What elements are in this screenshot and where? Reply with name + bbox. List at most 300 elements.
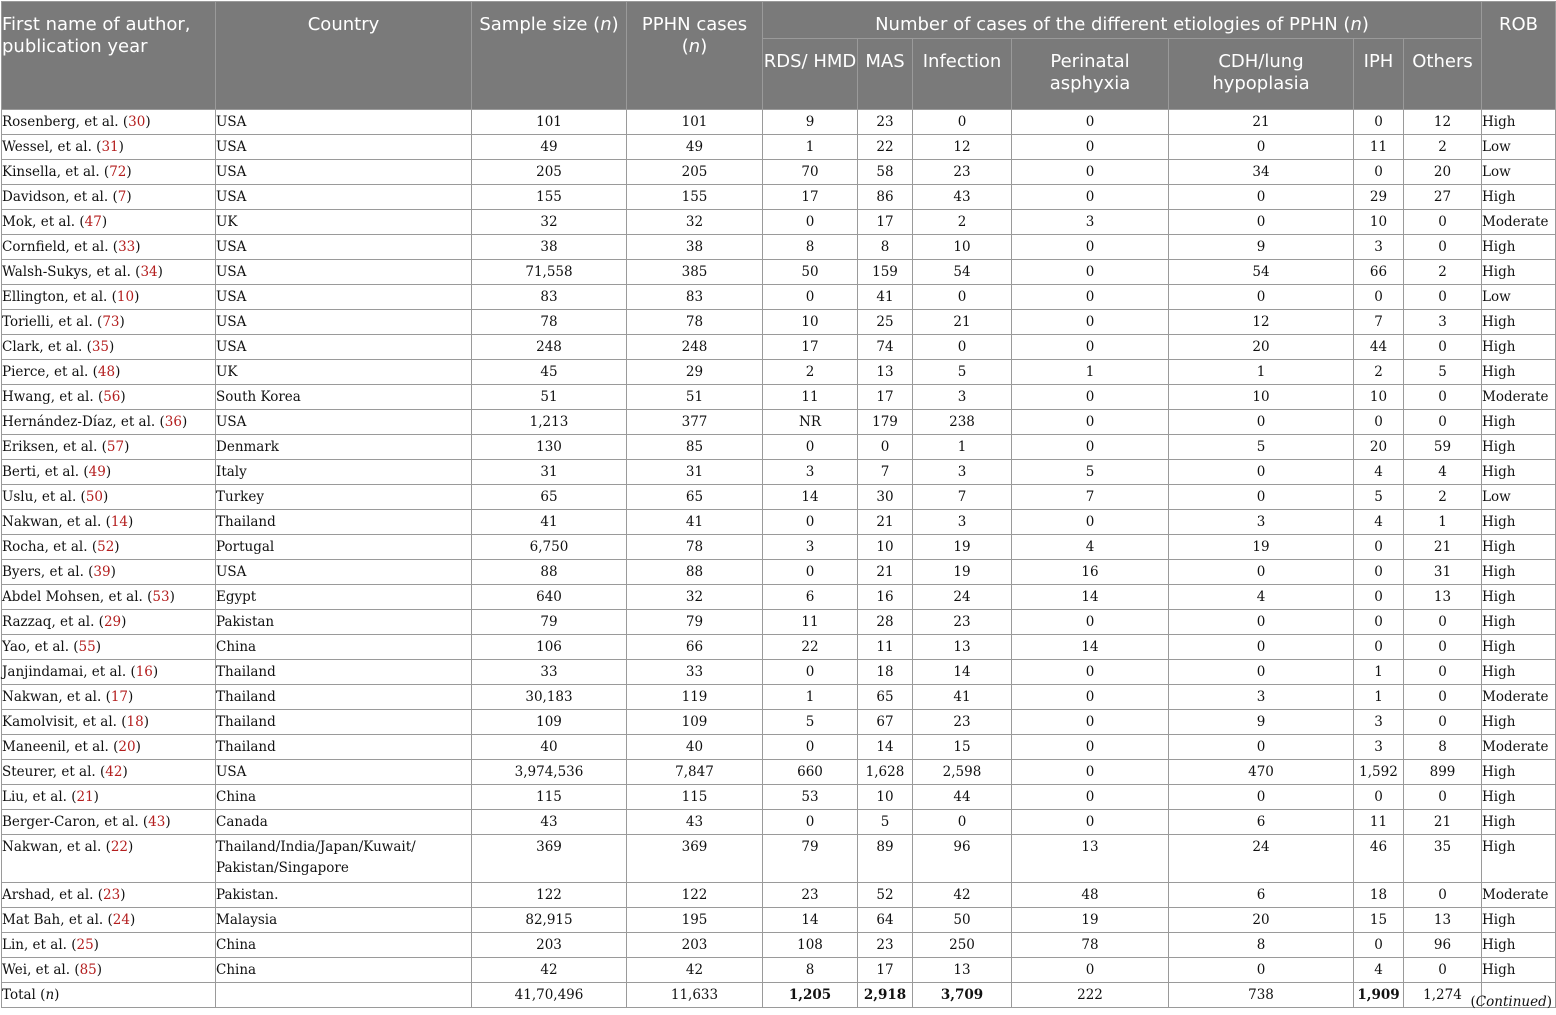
author-name: Lin, et al. ( (2, 937, 77, 953)
table-row (2, 685, 1556, 710)
mas-cell: 64 (858, 908, 913, 933)
rds-hmd-cell: 0 (763, 510, 858, 535)
author-name: Rocha, et al. ( (2, 539, 98, 555)
infection-cell: 0 (913, 285, 1012, 310)
others-cell: 21 (1404, 535, 1482, 560)
country-name: China (216, 789, 257, 805)
rob-cell: High (1482, 660, 1556, 685)
author-name: Razzaq, et al. ( (2, 614, 104, 630)
table-row (2, 285, 1556, 310)
sample-size-cell: 203 (472, 933, 627, 958)
rob-cell: High (1482, 335, 1556, 360)
author-name: Berti, et al. ( (2, 464, 89, 480)
sample-size-cell: 78 (472, 310, 627, 335)
mas-cell: 17 (858, 958, 913, 983)
iph-cell: 1,592 (1354, 760, 1404, 785)
total-asphyxia-cell: 222 (1012, 983, 1169, 1008)
mas-cell: 86 (858, 185, 913, 210)
country-name: China (216, 639, 257, 655)
country-name: USA (216, 189, 247, 205)
mas-cell: 65 (858, 685, 913, 710)
iph-cell: 18 (1354, 883, 1404, 908)
author-cell: Lin, et al. (25) (2, 933, 216, 958)
iph-cell: 11 (1354, 810, 1404, 835)
infection-cell: 96 (913, 835, 1012, 883)
sample-size-cell: 30,183 (472, 685, 627, 710)
others-cell: 0 (1404, 660, 1482, 685)
author-cell: Hwang, et al. (56) (2, 385, 216, 410)
pphn-cases-cell: 109 (627, 710, 763, 735)
infection-cell: 23 (913, 610, 1012, 635)
author-cell: Razzaq, et al. (29) (2, 610, 216, 635)
cdh-cell: 19 (1169, 535, 1354, 560)
reference-link: 43 (148, 814, 166, 830)
sample-size-cell: 88 (472, 560, 627, 585)
rds-hmd-cell: 0 (763, 210, 858, 235)
iph-cell: 0 (1354, 410, 1404, 435)
iph-cell: 0 (1354, 160, 1404, 185)
total-row (2, 983, 1556, 1008)
pphn-cases-cell: 65 (627, 485, 763, 510)
iph-cell: 10 (1354, 385, 1404, 410)
infection-cell: 23 (913, 160, 1012, 185)
country-cell (216, 185, 472, 210)
asphyxia-cell: 0 (1012, 285, 1169, 310)
pphn-cases-cell: 32 (627, 585, 763, 610)
country-name: Thailand (216, 514, 276, 530)
total-pphn-cases-cell: 11,633 (627, 983, 763, 1008)
country-name: USA (216, 414, 247, 430)
reference-link: 34 (140, 264, 158, 280)
pphn-cases-cell: 195 (627, 908, 763, 933)
others-cell: 2 (1404, 135, 1482, 160)
others-cell: 0 (1404, 610, 1482, 635)
table-row (2, 585, 1556, 610)
country-name: Italy (216, 464, 247, 480)
country-name: USA (216, 289, 247, 305)
mas-cell: 74 (858, 335, 913, 360)
author-cell: Pierce, et al. (48) (2, 360, 216, 385)
others-cell: 27 (1404, 185, 1482, 210)
asphyxia-cell: 0 (1012, 235, 1169, 260)
rds-hmd-cell: 53 (763, 785, 858, 810)
others-cell: 35 (1404, 835, 1482, 883)
sample-size-cell: 109 (472, 710, 627, 735)
pphn-cases-cell: 32 (627, 210, 763, 235)
others-cell: 899 (1404, 760, 1482, 785)
table-row (2, 210, 1556, 235)
author-cell: Hernández-Díaz, et al. (36) (2, 410, 216, 435)
asphyxia-cell: 14 (1012, 585, 1169, 610)
rds-hmd-cell: 1 (763, 135, 858, 160)
cdh-cell: 8 (1169, 933, 1354, 958)
others-cell: 96 (1404, 933, 1482, 958)
infection-cell: 12 (913, 135, 1012, 160)
country-name: USA (216, 314, 247, 330)
mas-cell: 159 (858, 260, 913, 285)
iph-cell: 3 (1354, 710, 1404, 735)
cdh-cell: 24 (1169, 835, 1354, 883)
author-name: Nakwan, et al. ( (2, 514, 111, 530)
country-name: USA (216, 564, 247, 580)
cdh-cell: 0 (1169, 135, 1354, 160)
reference-link: 56 (103, 389, 121, 405)
cdh-cell: 0 (1169, 610, 1354, 635)
reference-link: 16 (135, 664, 153, 680)
header-pphn-cases: PPHN cases (n) (627, 2, 763, 110)
pphn-cases-cell: 29 (627, 360, 763, 385)
country-name: Pakistan (216, 614, 275, 630)
rds-hmd-cell: 0 (763, 660, 858, 685)
sample-size-cell: 40 (472, 735, 627, 760)
cdh-cell: 4 (1169, 585, 1354, 610)
reference-link: 73 (102, 314, 120, 330)
iph-cell: 20 (1354, 435, 1404, 460)
mas-cell: 17 (858, 210, 913, 235)
asphyxia-cell: 0 (1012, 735, 1169, 760)
sample-size-cell: 38 (472, 235, 627, 260)
country-cell (216, 908, 472, 933)
others-cell: 0 (1404, 385, 1482, 410)
author-name: Clark, et al. ( (2, 339, 92, 355)
asphyxia-cell: 0 (1012, 160, 1169, 185)
country-name: Turkey (216, 489, 264, 505)
author-cell: Mok, et al. (47) (2, 210, 216, 235)
rds-hmd-cell: 11 (763, 610, 858, 635)
header-cdh-lung-hypoplasia: CDH/lung hypoplasia (1169, 39, 1354, 110)
cdh-cell: 0 (1169, 660, 1354, 685)
rob-cell: Moderate (1482, 735, 1556, 760)
author-cell: Byers, et al. (39) (2, 560, 216, 585)
country-name-line2: Pakistan/Singapore (216, 860, 349, 876)
iph-cell: 0 (1354, 933, 1404, 958)
author-name: Arshad, et al. ( (2, 887, 104, 903)
pphn-cases-cell: 31 (627, 460, 763, 485)
author-cell: Nakwan, et al. (22) (2, 835, 216, 883)
country-cell (216, 810, 472, 835)
sample-size-cell: 42 (472, 958, 627, 983)
mas-cell: 30 (858, 485, 913, 510)
total-label (2, 983, 216, 1008)
country-name: Canada (216, 814, 268, 830)
author-cell: Kinsella, et al. (72) (2, 160, 216, 185)
country-cell (216, 760, 472, 785)
rob-cell: High (1482, 585, 1556, 610)
country-cell (216, 933, 472, 958)
reference-link: 20 (118, 739, 136, 755)
pphn-cases-cell: 40 (627, 735, 763, 760)
country-name: Thailand (216, 714, 276, 730)
rds-hmd-cell: 50 (763, 260, 858, 285)
reference-link: 57 (106, 439, 125, 455)
rds-hmd-cell: 10 (763, 310, 858, 335)
cdh-cell: 12 (1169, 310, 1354, 335)
pphn-cases-cell: 41 (627, 510, 763, 535)
others-cell: 0 (1404, 710, 1482, 735)
reference-link: 23 (103, 887, 121, 903)
cdh-cell: 0 (1169, 785, 1354, 810)
rds-hmd-cell: 5 (763, 710, 858, 735)
table-row (2, 635, 1556, 660)
others-cell: 5 (1404, 360, 1482, 385)
rob-cell: High (1482, 908, 1556, 933)
reference-link: 50 (85, 489, 104, 505)
iph-cell: 0 (1354, 610, 1404, 635)
rds-hmd-cell: 3 (763, 460, 858, 485)
rob-cell: High (1482, 260, 1556, 285)
mas-cell: 28 (858, 610, 913, 635)
asphyxia-cell: 13 (1012, 835, 1169, 883)
reference-link: 52 (97, 539, 115, 555)
pphn-cases-cell: 51 (627, 385, 763, 410)
table-row (2, 485, 1556, 510)
country-name: Thailand (216, 689, 276, 705)
rds-hmd-cell: 9 (763, 110, 858, 135)
asphyxia-cell: 78 (1012, 933, 1169, 958)
mas-cell: 10 (858, 785, 913, 810)
sample-size-cell: 6,750 (472, 535, 627, 560)
mas-cell: 17 (858, 385, 913, 410)
table-row (2, 410, 1556, 435)
cdh-cell: 21 (1169, 110, 1354, 135)
iph-cell: 44 (1354, 335, 1404, 360)
pphn-cases-cell: 43 (627, 810, 763, 835)
others-cell: 2 (1404, 260, 1482, 285)
pphn-cases-cell: 369 (627, 835, 763, 883)
rds-hmd-cell: 11 (763, 385, 858, 410)
cdh-cell: 0 (1169, 285, 1354, 310)
total-others-cell: 1,274 (1404, 983, 1482, 1008)
mas-cell: 7 (858, 460, 913, 485)
total-iph-cell: 1,909 (1354, 983, 1404, 1008)
total-label-close: ) (54, 987, 60, 1003)
rds-hmd-cell: NR (763, 410, 858, 435)
cdh-cell: 0 (1169, 635, 1354, 660)
country-name: USA (216, 114, 247, 130)
pphn-cases-cell: 78 (627, 535, 763, 560)
asphyxia-cell: 0 (1012, 660, 1169, 685)
rob-cell: High (1482, 235, 1556, 260)
cdh-cell: 54 (1169, 260, 1354, 285)
pphn-cases-cell: 385 (627, 260, 763, 285)
pphn-cases-cell: 38 (627, 235, 763, 260)
author-cell: Rocha, et al. (52) (2, 535, 216, 560)
infection-cell: 0 (913, 335, 1012, 360)
reference-link: 48 (97, 364, 116, 380)
sample-size-cell: 65 (472, 485, 627, 510)
rob-cell: High (1482, 360, 1556, 385)
others-cell: 0 (1404, 285, 1482, 310)
infection-cell: 238 (913, 410, 1012, 435)
country-name: South Korea (216, 389, 301, 405)
header-others: Others (1404, 39, 1482, 110)
cdh-cell: 20 (1169, 908, 1354, 933)
table-row (2, 610, 1556, 635)
cdh-cell: 1 (1169, 360, 1354, 385)
cdh-cell: 6 (1169, 883, 1354, 908)
mas-cell: 8 (858, 235, 913, 260)
iph-cell: 3 (1354, 235, 1404, 260)
cdh-cell: 3 (1169, 685, 1354, 710)
country-name: Thailand (216, 739, 276, 755)
country-cell (216, 535, 472, 560)
table-row (2, 260, 1556, 285)
rob-cell: High (1482, 710, 1556, 735)
country-cell (216, 435, 472, 460)
author-name: Davidson, et al. ( (2, 189, 118, 205)
author-cell: Wei, et al. (85) (2, 958, 216, 983)
table-row (2, 110, 1556, 135)
others-cell: 2 (1404, 485, 1482, 510)
reference-link: 14 (110, 514, 129, 530)
reference-link: 29 (103, 614, 122, 630)
reference-link: 24 (112, 912, 130, 928)
infection-cell: 41 (913, 685, 1012, 710)
country-cell (216, 685, 472, 710)
table-header (2, 2, 1556, 110)
rob-cell: High (1482, 958, 1556, 983)
mas-cell: 5 (858, 810, 913, 835)
iph-cell: 7 (1354, 310, 1404, 335)
asphyxia-cell: 0 (1012, 610, 1169, 635)
rob-cell: High (1482, 610, 1556, 635)
cdh-cell: 0 (1169, 560, 1354, 585)
country-cell (216, 635, 472, 660)
rob-cell: High (1482, 760, 1556, 785)
iph-cell: 0 (1354, 585, 1404, 610)
sample-size-cell: 45 (472, 360, 627, 385)
rob-cell: High (1482, 510, 1556, 535)
country-name: USA (216, 339, 247, 355)
country-name: China (216, 962, 257, 978)
author-name: Mok, et al. ( (2, 214, 85, 230)
mas-cell: 23 (858, 933, 913, 958)
table-row (2, 760, 1556, 785)
iph-cell: 1 (1354, 685, 1404, 710)
pphn-cases-cell: 248 (627, 335, 763, 360)
country-cell (216, 210, 472, 235)
cdh-cell: 0 (1169, 460, 1354, 485)
rds-hmd-cell: 2 (763, 360, 858, 385)
asphyxia-cell: 1 (1012, 360, 1169, 385)
infection-cell: 5 (913, 360, 1012, 385)
table-row (2, 135, 1556, 160)
country-name: USA (216, 139, 247, 155)
sample-size-cell: 248 (472, 335, 627, 360)
table-row (2, 883, 1556, 908)
author-cell: Arshad, et al. (23) (2, 883, 216, 908)
rob-cell: High (1482, 310, 1556, 335)
mas-cell: 23 (858, 110, 913, 135)
total-infection-cell: 3,709 (913, 983, 1012, 1008)
country-cell (216, 710, 472, 735)
author-name: Uslu, et al. ( (2, 489, 86, 505)
others-cell: 3 (1404, 310, 1482, 335)
author-name: Ellington, et al. ( (2, 289, 117, 305)
reference-link: 39 (93, 564, 111, 580)
author-name: Maneenil, et al. ( (2, 739, 119, 755)
country-cell (216, 460, 472, 485)
others-cell: 13 (1404, 908, 1482, 933)
rob-cell: High (1482, 560, 1556, 585)
rob-cell: High (1482, 810, 1556, 835)
header-iph: IPH (1354, 39, 1404, 110)
country-name: Pakistan. (216, 887, 279, 903)
infection-cell: 1 (913, 435, 1012, 460)
total-cdh-cell: 738 (1169, 983, 1354, 1008)
country-cell (216, 585, 472, 610)
pphn-cases-cell: 115 (627, 785, 763, 810)
country-name: USA (216, 164, 247, 180)
author-cell: Nakwan, et al. (17) (2, 685, 216, 710)
author-cell: Steurer, et al. (42) (2, 760, 216, 785)
header-rds-hmd: RDS/ HMD (763, 39, 858, 110)
asphyxia-cell: 0 (1012, 135, 1169, 160)
reference-link: 36 (164, 414, 182, 430)
rob-cell: Moderate (1482, 385, 1556, 410)
reference-link: 33 (118, 239, 136, 255)
rds-hmd-cell: 0 (763, 435, 858, 460)
asphyxia-cell: 0 (1012, 685, 1169, 710)
others-cell: 0 (1404, 958, 1482, 983)
iph-cell: 4 (1354, 958, 1404, 983)
others-cell: 59 (1404, 435, 1482, 460)
header-author: First name of author, publication year (2, 2, 216, 110)
asphyxia-cell: 19 (1012, 908, 1169, 933)
table-row (2, 360, 1556, 385)
continued-note: (Continued) (1470, 994, 1552, 1010)
infection-cell: 23 (913, 710, 1012, 735)
asphyxia-cell: 0 (1012, 785, 1169, 810)
iph-cell: 2 (1354, 360, 1404, 385)
rds-hmd-cell: 17 (763, 185, 858, 210)
country-cell (216, 335, 472, 360)
author-name: Wei, et al. ( (2, 962, 80, 978)
author-cell: Eriksen, et al. (57) (2, 435, 216, 460)
country-cell (216, 510, 472, 535)
cdh-cell: 5 (1169, 435, 1354, 460)
infection-cell: 3 (913, 460, 1012, 485)
sample-size-cell: 155 (472, 185, 627, 210)
rds-hmd-cell: 660 (763, 760, 858, 785)
rds-hmd-cell: 14 (763, 485, 858, 510)
pphn-cases-cell: 155 (627, 185, 763, 210)
author-cell: Davidson, et al. (7) (2, 185, 216, 210)
mas-cell: 13 (858, 360, 913, 385)
mas-cell: 14 (858, 735, 913, 760)
pphn-cases-cell: 101 (627, 110, 763, 135)
reference-link: 47 (84, 214, 102, 230)
others-cell: 0 (1404, 335, 1482, 360)
author-cell: Uslu, et al. (50) (2, 485, 216, 510)
cdh-cell: 20 (1169, 335, 1354, 360)
rds-hmd-cell: 0 (763, 285, 858, 310)
author-cell: Berti, et al. (49) (2, 460, 216, 485)
iph-cell: 0 (1354, 785, 1404, 810)
mas-cell: 22 (858, 135, 913, 160)
cdh-cell: 470 (1169, 760, 1354, 785)
iph-cell: 0 (1354, 285, 1404, 310)
iph-cell: 0 (1354, 635, 1404, 660)
reference-link: 10 (116, 289, 135, 305)
infection-cell: 14 (913, 660, 1012, 685)
reference-link: 30 (128, 114, 146, 130)
pphn-cases-cell: 7,847 (627, 760, 763, 785)
pphn-cases-cell: 33 (627, 660, 763, 685)
sample-size-cell: 369 (472, 835, 627, 883)
asphyxia-cell: 7 (1012, 485, 1169, 510)
author-cell: Walsh-Sukys, et al. (34) (2, 260, 216, 285)
